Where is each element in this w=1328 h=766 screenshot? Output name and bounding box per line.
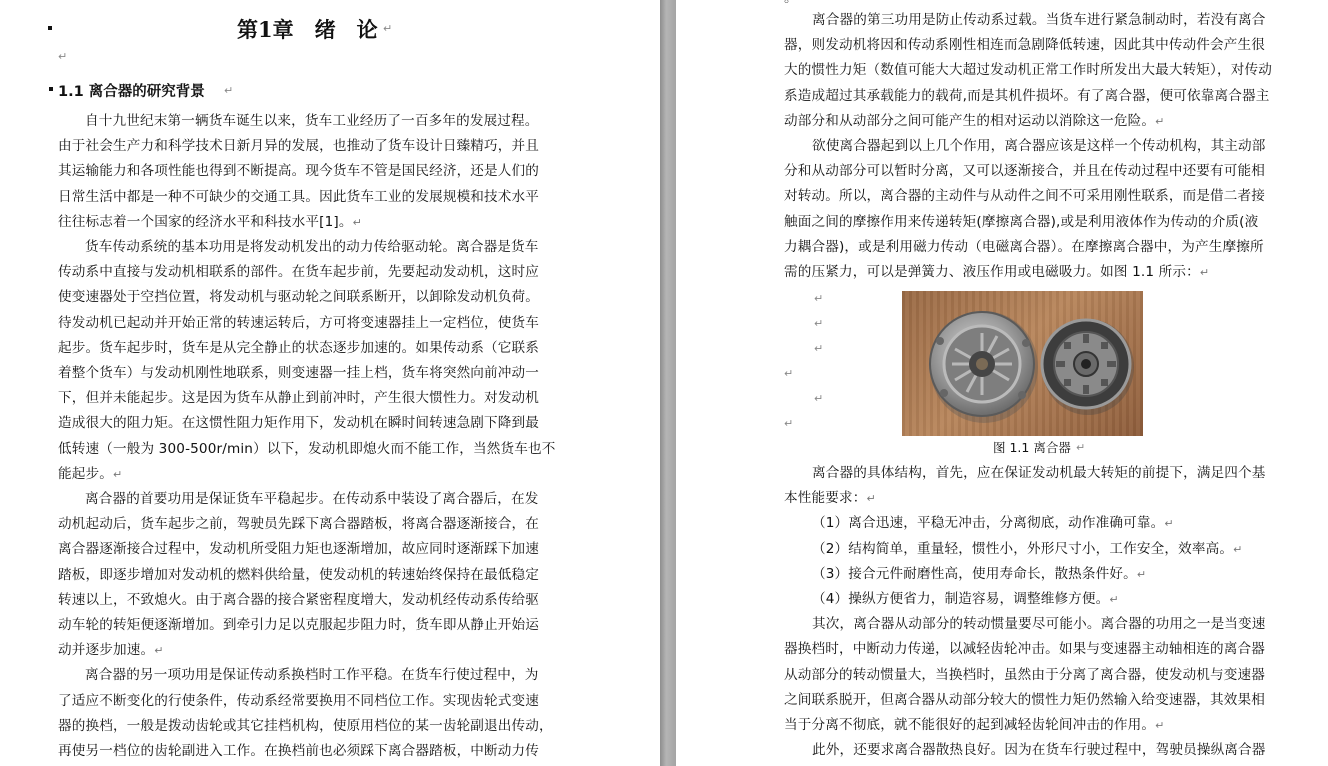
text-line: 系造成超过其承载能力的载荷,而是其机件损坏。有了离合器，便可依靠离合器主 [784, 87, 1270, 104]
text-line: 踏板，即逐步增加对发动机的燃料供给量，使发动机的转速始终保持在最低稳定 [58, 566, 540, 583]
paragraph-mark-icon: ↵ [1136, 567, 1147, 581]
text-line: 日常生活中都是一种不可缺少的交通工具。因此货车工业的发展规模和技术水平 [58, 188, 540, 205]
paragraph-mark-icon: ↵ [1076, 441, 1086, 454]
text-line: 再使另一档位的齿轮副进入工作。在换档前也必须踩下离合器踏板，中断动力传 [58, 743, 540, 759]
paragraph-mark-icon: ↵ [1109, 593, 1119, 606]
text-line: 本性能要求：↵ [784, 490, 876, 507]
paragraph-mark-icon: ↵ [814, 292, 824, 305]
text-line: 造成很大的阻力矩。在这惯性阻力矩作用下，发动机在瞬时间转速急剧下降到最 [58, 415, 540, 432]
text-line: 离合器的第三功用是防止传动系过载。当货车进行紧急制动时，若没有离合 [812, 12, 1266, 28]
text-line: 触面之间的摩擦作用来传递转矩(摩擦离合器),或是利用液体作为传动的介质(液 [784, 213, 1259, 230]
paragraph-mark-icon: ↵ [154, 644, 164, 658]
text-line: 之间联系脱开，但离合器从动部分较大的惯性力矩仍然输入给变速器，其效果相 [784, 691, 1266, 708]
text-line: 着整个货车）与发动机刚性地联系，则变速器一挂上档，货车将突然向前冲动一 [58, 365, 540, 381]
text-line: 使变速器处于空挡位置，将发动机与驱动轮之间联系断开，以卸除发动机负荷。 [58, 289, 540, 306]
section-heading: 1.1 离合器的研究背景 [58, 84, 205, 100]
paragraph-mark-icon: ↵ [1155, 114, 1165, 128]
text-line: 下，但并未能起步。这是因为货车从静止到前冲时，产生很大惯性力。对发动机 [58, 390, 540, 407]
text-line: 从动部分的转动惯量大，当换档时，虽然由于分离了离合器，使发动机与变速器 [784, 666, 1266, 683]
text-line: 动部分和从动部分之间可能产生的相对运动以消除这一危险。↵ [784, 112, 1165, 129]
text-line: （1）离合迅速，平稳无冲击，分离彻底，动作准确可靠。↵ [812, 515, 1174, 532]
text-line: 待发动机已起动并开始正常的转速运转后，方可将变速器挂上一定档位，使货车 [58, 314, 540, 331]
paragraph-mark-icon: ↵ [866, 492, 876, 506]
paragraph-mark-icon: ↵ [1199, 266, 1210, 279]
text-line: （3）接合元件耐磨性高，使用寿命长，散热条件好。↵ [812, 565, 1147, 582]
text-line: 力耦合器)，或是利用磁力传动（电磁离合器）。在摩擦离合器中，为产生摩擦所 [784, 238, 1264, 255]
paragraph-mark-icon: ↵ [1233, 542, 1243, 556]
text-line: （4）操纵方便省力，制造容易，调整维修方便。↵ [812, 591, 1119, 607]
list-bullet-marker [49, 87, 53, 91]
paragraph-mark-icon: ↵ [814, 392, 824, 405]
figure-caption: 图 1.1 离合器 [993, 440, 1071, 455]
text-line: 转速以上，不致熄火。由于离合器的接合紧密程度增大，发动机经传动系传给驱 [58, 591, 540, 608]
paragraph-mark-icon: ↵ [383, 22, 393, 35]
text-line: 离合器的另一项功用是保证传动系换档时工作平稳。在货车行使过程中，为 [85, 667, 539, 684]
text-line: 对转动。所以，离合器的主动件与从动件之间不可采用刚性联系，而是借二者接 [784, 188, 1266, 205]
text-line: 离合器逐渐接合过程中，发动机所受阻力矩也逐渐增加，故应同时逐渐踩下加速 [58, 541, 540, 558]
clutch-photo [902, 291, 1143, 436]
page-gap [660, 0, 676, 766]
text-line: 低转速（一般为 300-500r/min）以下，发动机即熄火而不能工作，当然货车也不 [58, 440, 556, 457]
paragraph-mark-icon: ↵ [1164, 517, 1174, 531]
text-line: 动车轮的转矩便逐渐增加。到牵引力足以克服起步阻力时，货车即从静止开始运 [58, 617, 540, 633]
text-line: 其次，离合器从动部分的转动惯量要尽可能小。离合器的功用之一是当变速 [812, 616, 1266, 633]
text-line: 由于社会生产力和科学技术日新月异的发展，也推动了货车设计日臻精巧，并且 [58, 138, 540, 155]
text-line: 自十九世纪末第一辆货车诞生以来，货车工业经历了一百多年的发展过程。 [85, 113, 539, 129]
text-line: 货车传动系统的基本功用是将发动机发出的动力传给驱动轮。离合器是货车 [85, 239, 539, 255]
paragraph-mark-icon: ↵ [814, 317, 824, 330]
text-line: 起步。货车起步时，货车是从完全静止的状态逐步加速的。如果传动系（它联系 [58, 339, 540, 356]
text-line: 传动系中直接与发动机相联系的部件。在货车起步前，先要起动发动机，这时应 [58, 264, 540, 281]
paragraph-mark-icon: ↵ [784, 367, 794, 380]
text-line: 器换档时，中断动力传递，以减轻齿轮冲击。如果与变速器主动轴相连的离合器 [784, 641, 1266, 658]
text-line: 器，则发动机将因和传动系刚性相连而急剧降低转速，因此其中传动件会产生很 [784, 37, 1266, 54]
text-line: 当于分离不彻底，就不能很好的起到减轻齿轮间冲击的作用。↵ [784, 717, 1165, 733]
chapter-title: 第1章 绪 论 [237, 17, 378, 42]
paragraph-mark-icon: ↵ [814, 342, 824, 355]
text-line: 需的压紧力，可以是弹簧力、液压作用或电磁吸力。如图 1.1 所示：↵ [784, 264, 1210, 280]
text-line: 此外，还要求离合器散热良好。因为在货车行驶过程中，驾驶员操纵离合器 [812, 742, 1266, 759]
paragraph-mark-icon: ↵ [112, 467, 123, 481]
text-line: 动并逐步加速。↵ [58, 642, 164, 659]
cut-off-top-line [784, 0, 798, 8]
paragraph-mark-icon: ↵ [352, 215, 362, 229]
document-page-left[interactable] [0, 0, 660, 766]
text-line: 分和从动部分可以暂时分离，又可以逐渐接合，并且在传动过程中还要有可能相 [784, 163, 1266, 180]
clutch-parts-illustration [902, 291, 1143, 436]
text-line: 动机起动后，货车起步之前，驾驶员先踩下离合器踏板，将离合器逐渐接合，在 [58, 516, 540, 533]
text-line: 离合器的首要功用是保证货车平稳起步。在传动系中装设了离合器后，在发 [85, 491, 539, 507]
text-line: 大的惯性力矩（数值可能大大超过发动机正常工作时所发出大最大转矩），对传动 [784, 62, 1272, 79]
paragraph-mark-icon: ↵ [224, 84, 234, 97]
text-line: 其运输能力和各项性能也得到不断提高。现今货车不管是国民经济，还是人们的 [58, 163, 540, 180]
paragraph-mark-icon: ↵ [1155, 719, 1165, 732]
text-line: 离合器的具体结构，首先，应在保证发动机最大转矩的前提下，满足四个基 [812, 465, 1266, 481]
paragraph-mark-icon: ↵ [784, 417, 794, 430]
text-line: 往往标志着一个国家的经济水平和科技水平[1]。↵ [58, 213, 362, 230]
text-line: （2）结构简单，重量轻，惯性小，外形尺寸小，工作安全，效率高。↵ [812, 540, 1243, 557]
text-line: 欲使离合器起到以上几个作用，离合器应该是这样一个传动机构，其主动部 [812, 138, 1266, 154]
text-line: 了适应不断变化的行使条件，传动系经常要换用不同档位工作。实现齿轮式变速 [58, 692, 540, 709]
text-line: 能起步。↵ [58, 465, 123, 482]
paragraph-mark-icon: ↵ [58, 50, 68, 63]
document-page-right[interactable] [676, 0, 1328, 766]
text-line: 器的换档，一般是拨动齿轮或其它挂档机构，使原用档位的某一齿轮副退出传动， [58, 717, 553, 734]
list-bullet-marker [48, 26, 52, 30]
